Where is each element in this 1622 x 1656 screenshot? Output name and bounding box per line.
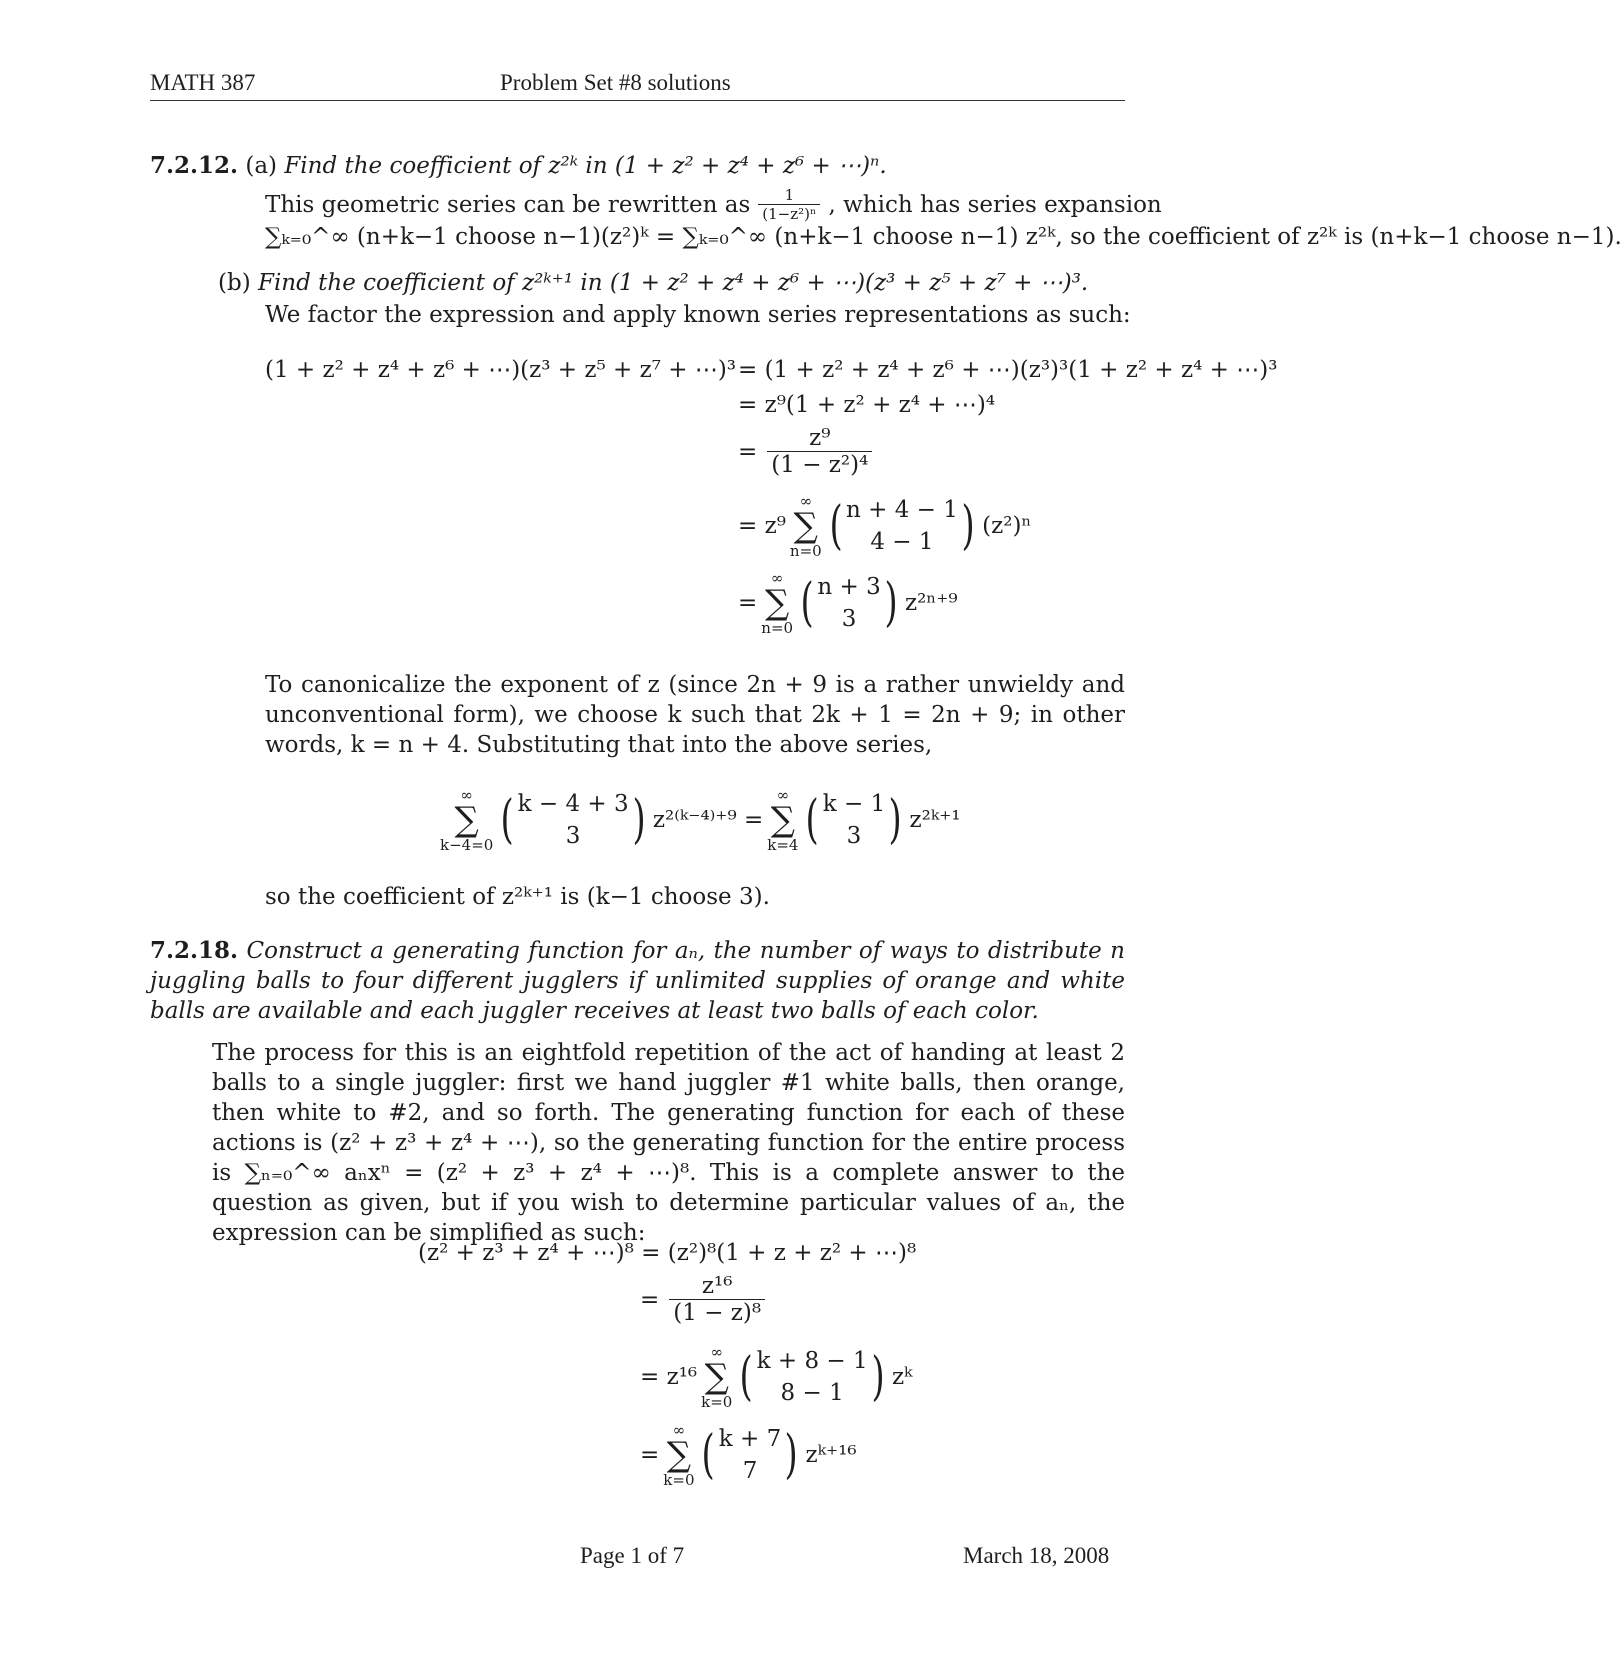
eq5-binomial: ( n + 3 3 ) bbox=[800, 573, 898, 633]
eq10-summation bbox=[663, 1422, 694, 1488]
eq10 bbox=[640, 1422, 857, 1488]
geometric-fraction bbox=[758, 186, 820, 223]
eq10-suffix: zᵏ⁺¹⁶ bbox=[805, 1442, 857, 1468]
fraction-numerator: 1 bbox=[784, 186, 795, 204]
document-date: March 18, 2008 bbox=[963, 1543, 1110, 1568]
binom-top: k − 4 + 3 bbox=[517, 791, 629, 817]
binom-top: n + 4 − 1 bbox=[846, 497, 958, 523]
eq1-rhs: = (1 + z² + z⁴ + z⁶ + ⋯)(z³)³(1 + z² + z⁴ + ⋯)³ bbox=[738, 357, 1278, 383]
part-a-question: Find the coefficient of z²ᵏ in (1 + z² + z⁴ + z⁶ + ⋯)ⁿ. bbox=[284, 153, 887, 179]
eq1-lhs: (1 + z² + z⁴ + z⁶ + ⋯)(z³ + z⁵ + z⁷ + ⋯)³ bbox=[265, 357, 737, 383]
equals-sign: = bbox=[640, 1442, 660, 1468]
eq6 bbox=[440, 787, 961, 853]
part-b-question: Find the coefficient of z²ᵏ⁺¹ in (1 + z² + z⁴ + z⁶ + ⋯)(z³ + z⁵ + z⁷ + ⋯)³. bbox=[257, 270, 1089, 296]
page-title: Problem Set #8 solutions bbox=[500, 70, 731, 95]
binom-top: n + 3 bbox=[817, 574, 881, 600]
eq3-fraction bbox=[767, 425, 872, 478]
sum-upper-limit: ∞ bbox=[770, 569, 784, 587]
sum-lower-limit: k−4=0 bbox=[440, 836, 494, 854]
sum-lower-limit: n=0 bbox=[789, 542, 822, 560]
sigma-symbol: ∑ bbox=[765, 583, 790, 623]
problem-7-2-12-section bbox=[150, 152, 887, 179]
eq3-numerator: z⁹ bbox=[809, 425, 831, 451]
part-b-label: (b) bbox=[218, 270, 251, 296]
course-label: MATH 387 bbox=[150, 70, 256, 95]
eq4-suffix: (z²)ⁿ bbox=[982, 513, 1032, 539]
binom-top: k − 1 bbox=[822, 791, 886, 817]
sum-lower-limit: k=0 bbox=[701, 1393, 733, 1411]
sigma-symbol: ∑ bbox=[704, 1357, 729, 1397]
binom-bottom: 8 − 1 bbox=[780, 1380, 844, 1406]
binom-bottom: 3 bbox=[841, 606, 857, 632]
binom-top: k + 8 − 1 bbox=[756, 1348, 868, 1374]
eq9-prefix: = z¹⁶ bbox=[640, 1364, 698, 1390]
sum-lower-limit: k=0 bbox=[663, 1471, 695, 1489]
eq9-summation bbox=[701, 1344, 732, 1410]
eq4-binomial: ( n + 4 − 1 4 − 1 ) bbox=[829, 496, 975, 556]
eq8-numerator: z¹⁶ bbox=[701, 1273, 733, 1299]
eq6-left-summation bbox=[440, 787, 493, 853]
sum-upper-limit: ∞ bbox=[710, 1343, 723, 1361]
eq10-binomial: ( k + 7 7 ) bbox=[702, 1425, 798, 1485]
page-number: Page 1 of 7 bbox=[580, 1543, 685, 1568]
problem-number: 7.2.12. bbox=[150, 152, 239, 179]
eq8-denominator: (1 − z)⁸ bbox=[669, 1299, 765, 1326]
canonicalize-paragraph: To canonicalize the exponent of z (since 2n + 9 is a rather unwieldy and unconventional form), we choose k such that 2k + 1 = 2n + 9; in other words, k = n + 4. Substituting that into the above series, bbox=[265, 672, 1125, 758]
eq6-right-suffix: z²ᵏ⁺¹ bbox=[909, 807, 961, 833]
eq6-left-binomial: ( k − 4 + 3 3 ) bbox=[500, 790, 646, 850]
eq8-fraction bbox=[669, 1273, 765, 1326]
part-a-label: (a) bbox=[245, 153, 278, 179]
part-a-line1-start: This geometric series can be rewritten as bbox=[265, 191, 751, 218]
eq7: (z² + z³ + z⁴ + ⋯)⁸ = (z²)⁸(1 + z + z² + ⋯)⁸ bbox=[418, 1240, 917, 1266]
eq2: = z⁹(1 + z² + z⁴ + ⋯)⁴ bbox=[738, 392, 996, 418]
part-a-line1-end: , which has series expansion bbox=[828, 191, 1162, 218]
problem-7-2-18-answer: The process for this is an eightfold repetition of the act of handing at least 2 balls to a single juggler: first we hand juggler #1 white balls, then orange, then white to #2, and so forth. The generating function for each of these actions is (z² + z³ + z⁴ + ⋯), so the generating function for the entire process is ∑ₙ₌₀^∞ aₙxⁿ = (z² + z³ + z⁴ + ⋯)⁸. This is a complete answer to the question as given, but if you wish to determine particular values of aₙ, the expression can be simplified as such: bbox=[212, 1040, 1125, 1246]
eq6-right-summation bbox=[767, 787, 798, 853]
sum-upper-limit: ∞ bbox=[799, 492, 813, 510]
sum-lower-limit: k=4 bbox=[767, 836, 799, 854]
eq5 bbox=[738, 570, 958, 636]
equals-sign: = bbox=[738, 438, 758, 465]
eq4-summation bbox=[790, 493, 822, 559]
binom-bottom: 3 bbox=[846, 823, 862, 849]
question-text: Construct a generating function for aₙ, the number of ways to distribute n juggling balls to four different jugglers if unlimited supplies of orange and white balls are available and each juggler receives at least two balls of each color. bbox=[150, 938, 1125, 1024]
eq6-left-suffix: z²⁽ᵏ⁻⁴⁾⁺⁹ = bbox=[652, 807, 764, 833]
fraction-denominator: (1−z²)ⁿ bbox=[758, 204, 820, 223]
equals-sign: = bbox=[738, 590, 758, 616]
sum-lower-limit: n=0 bbox=[761, 619, 794, 637]
eq8 bbox=[640, 1273, 765, 1326]
eq9-suffix: zᵏ bbox=[891, 1364, 913, 1390]
eq9-binomial: ( k + 8 − 1 8 − 1 ) bbox=[739, 1347, 885, 1407]
part-b-header bbox=[218, 270, 1088, 296]
eq6-right-binomial: ( k − 1 3 ) bbox=[806, 790, 902, 850]
header-rule bbox=[150, 100, 1125, 101]
sigma-symbol: ∑ bbox=[793, 506, 818, 546]
eq3 bbox=[738, 425, 872, 478]
part-b-intro: We factor the expression and apply known series representations as such: bbox=[265, 302, 1131, 328]
binom-bottom: 7 bbox=[742, 1458, 758, 1484]
sigma-symbol: ∑ bbox=[666, 1435, 692, 1475]
equals-sign: = bbox=[640, 1286, 660, 1313]
problem-7-2-18-question bbox=[150, 936, 1125, 1026]
binom-bottom: 4 − 1 bbox=[870, 529, 934, 555]
sigma-symbol: ∑ bbox=[454, 800, 479, 840]
eq3-denominator: (1 − z²)⁴ bbox=[767, 451, 872, 478]
eq4 bbox=[738, 493, 1031, 559]
sum-upper-limit: ∞ bbox=[672, 1421, 686, 1439]
binom-bottom: 3 bbox=[565, 823, 581, 849]
problem-number: 7.2.18. bbox=[150, 937, 239, 964]
eq5-suffix: z²ⁿ⁺⁹ bbox=[905, 590, 958, 616]
sigma-symbol: ∑ bbox=[770, 800, 795, 840]
sum-upper-limit: ∞ bbox=[460, 786, 473, 804]
eq5-summation bbox=[761, 570, 793, 636]
part-a-line1 bbox=[265, 186, 1162, 223]
eq9 bbox=[640, 1344, 912, 1410]
eq4-prefix: = z⁹ bbox=[738, 513, 786, 539]
part-a-line2: ∑ₖ₌₀^∞ (n+k−1 choose n−1)(z²)ᵏ = ∑ₖ₌₀^∞ (n+k−1 choose n−1) z²ᵏ, so the coefficient of z²ᵏ is (n+k−1 choose n−1). bbox=[265, 224, 1622, 250]
binom-top: k + 7 bbox=[718, 1426, 782, 1452]
sum-upper-limit: ∞ bbox=[776, 786, 790, 804]
coefficient-conclusion: so the coefficient of z²ᵏ⁺¹ is (k−1 choose 3). bbox=[265, 884, 770, 910]
